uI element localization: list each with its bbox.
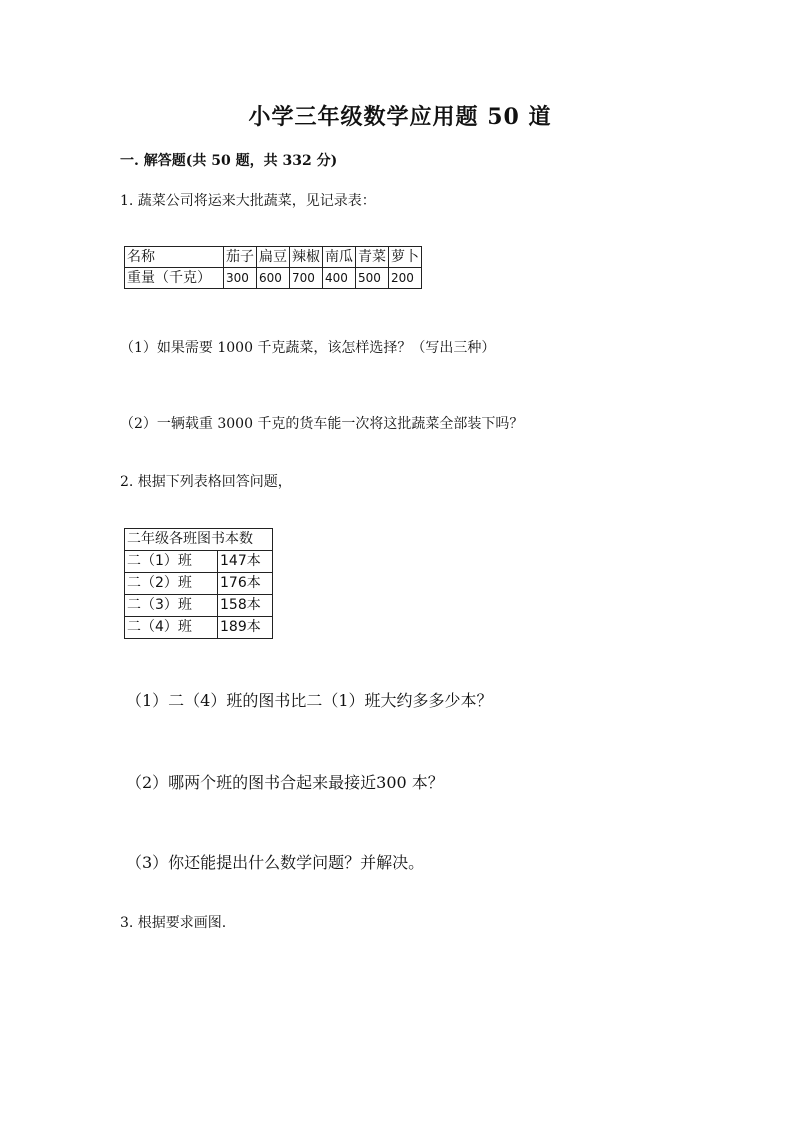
table-cell: 青菜 [356,247,389,268]
table-cell: 名称 [125,247,224,268]
table-row [125,573,273,595]
table-row [125,529,273,551]
class-book-table [124,528,273,639]
table-cell: 200 [389,268,422,289]
section-heading: 一. 解答题(共 50 题，共 332 分) [120,153,338,169]
table-cell: 二（4）班 [125,617,218,639]
table-cell: 南瓜 [323,247,356,268]
table-row [125,247,422,268]
table-caption: 二年级各班图书本数 [125,529,273,551]
page-title: 小学三年级数学应用题 50 道 [248,104,552,130]
question-1-sub-1: （1）如果需要 1000 千克蔬菜，该怎样选择？（写出三种） [120,340,496,356]
table-row [125,551,273,573]
table-cell: 萝卜 [389,247,422,268]
question-1-stem: 1. 蔬菜公司将运来大批蔬菜，见记录表： [120,193,376,209]
question-1-sub-2: （2）一辆载重 3000 千克的货车能一次将这批蔬菜全部装下吗？ [120,416,524,432]
table-row [125,617,273,639]
table-cell: 600 [257,268,290,289]
table-cell: 二（3）班 [125,595,218,617]
table-cell: 189本 [218,617,273,639]
vegetable-weight-table [124,246,422,289]
table-cell: 400 [323,268,356,289]
table-row [125,595,273,617]
table-cell: 辣椒 [290,247,323,268]
table-cell: 二（2）班 [125,573,218,595]
question-2-sub-2: （2）哪两个班的图书合起来最接近300 本？ [126,773,444,792]
table-cell: 二（1）班 [125,551,218,573]
table-cell: 茄子 [224,247,257,268]
table-cell: 扁豆 [257,247,290,268]
table-cell: 147本 [218,551,273,573]
question-3-stem: 3. 根据要求画图. [120,915,227,931]
table-cell: 500 [356,268,389,289]
question-2-sub-1: （1）二（4）班的图书比二（1）班大约多多少本？ [126,691,493,710]
table-cell: 158本 [218,595,273,617]
table-cell: 重量（千克） [125,268,224,289]
question-2-stem: 2. 根据下列表格回答问题， [120,474,292,490]
table-cell: 300 [224,268,257,289]
table-row [125,268,422,289]
question-2-sub-3: （3）你还能提出什么数学问题？并解决。 [126,853,425,872]
table-cell: 176本 [218,573,273,595]
table-cell: 700 [290,268,323,289]
